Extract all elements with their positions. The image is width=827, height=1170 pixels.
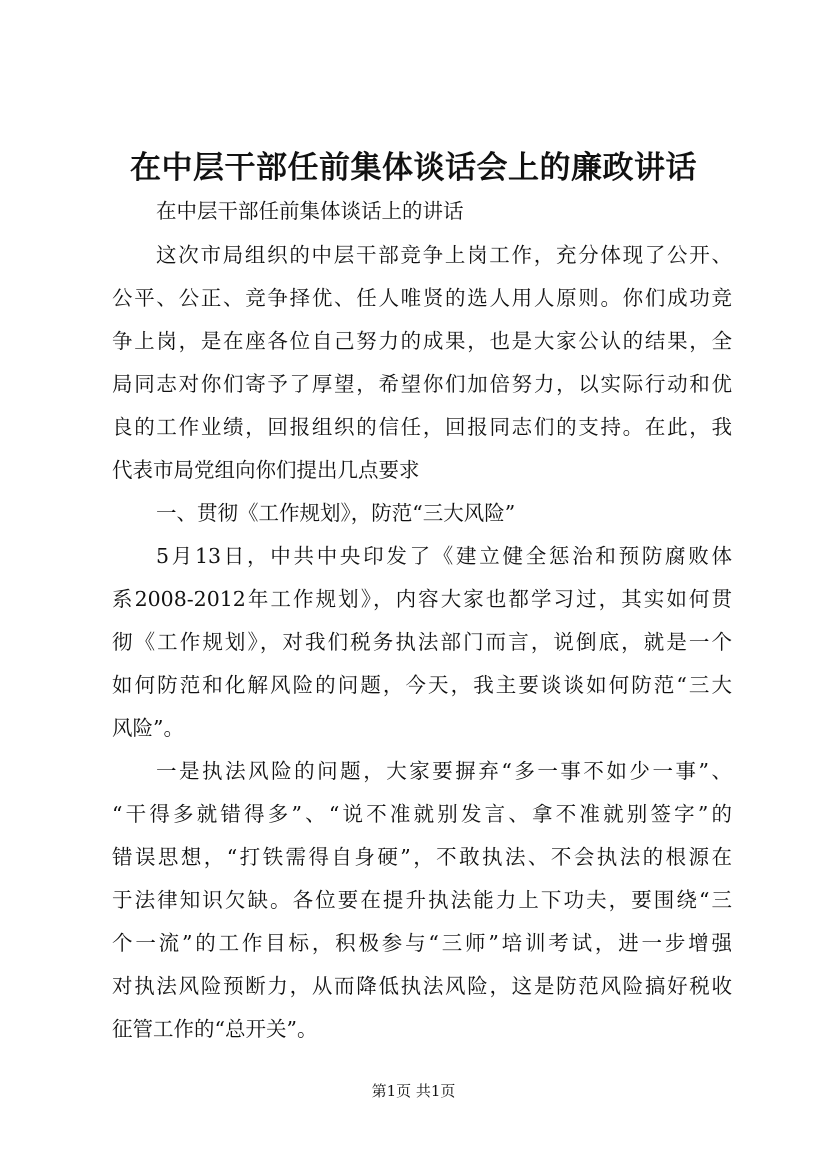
document-title: 在中层干部任前集体谈话会上的廉政讲话: [130, 150, 697, 186]
paragraph-line: 局同志对你们寄予了厚望，希望你们加倍努力，以实际行动和优: [112, 372, 732, 396]
paragraph-line: 个一流”的工作目标，积极参与“三师”培训考试，进一步增强: [112, 931, 732, 955]
paragraph-line: 风险”。: [112, 716, 184, 740]
paragraph-line: 5月13日，中共中央印发了《建立健全惩治和预防腐败体: [156, 544, 732, 568]
paragraph-line: 争上岗，是在座各位自己努力的成果，也是大家公认的结果，全: [112, 329, 732, 353]
paragraph-line: 系2008-2012年工作规划》，内容大家也都学习过，其实如何贯: [112, 587, 732, 611]
paragraph-line: 对执法风险预断力，从而降低执法风险，这是防范风险搞好税收: [112, 974, 732, 998]
paragraph-line: 良的工作业绩，回报组织的信任，回报同志们的支持。在此，我: [112, 415, 732, 439]
paragraph-line: 这次市局组织的中层干部竞争上岗工作，充分体现了公开、: [156, 243, 732, 267]
paragraph-line: 于法律知识欠缺。各位要在提升执法能力上下功夫，要围绕“三: [112, 888, 732, 912]
section-heading: 一、贯彻《工作规划》，防范“三大风险”: [156, 501, 516, 525]
paragraph-line: 公平、公正、竞争择优、任人唯贤的选人用人原则。你们成功竞: [112, 286, 732, 310]
paragraph-line: 错误思想，“打铁需得自身硬”，不敢执法、不会执法的根源在: [112, 845, 732, 869]
paragraph-line: “干得多就错得多”、“说不准就别发言、拿不准就别签字”的: [112, 802, 732, 826]
paragraph-line: 代表市局党组向你们提出几点要求: [112, 458, 420, 482]
subtitle-line: 在中层干部任前集体谈话上的讲话: [156, 199, 464, 223]
paragraph-line: 征管工作的“总开关”。: [112, 1017, 318, 1041]
paragraph-line: 一是执法风险的问题，大家要摒弃“多一事不如少一事”、: [156, 759, 732, 783]
paragraph-line: 如何防范和化解风险的问题，今天，我主要谈谈如何防范“三大: [112, 673, 732, 697]
page-footer: 第1页 共1页: [371, 1082, 456, 1100]
paragraph-line: 彻《工作规划》，对我们税务执法部门而言，说倒底，就是一个: [112, 630, 732, 654]
